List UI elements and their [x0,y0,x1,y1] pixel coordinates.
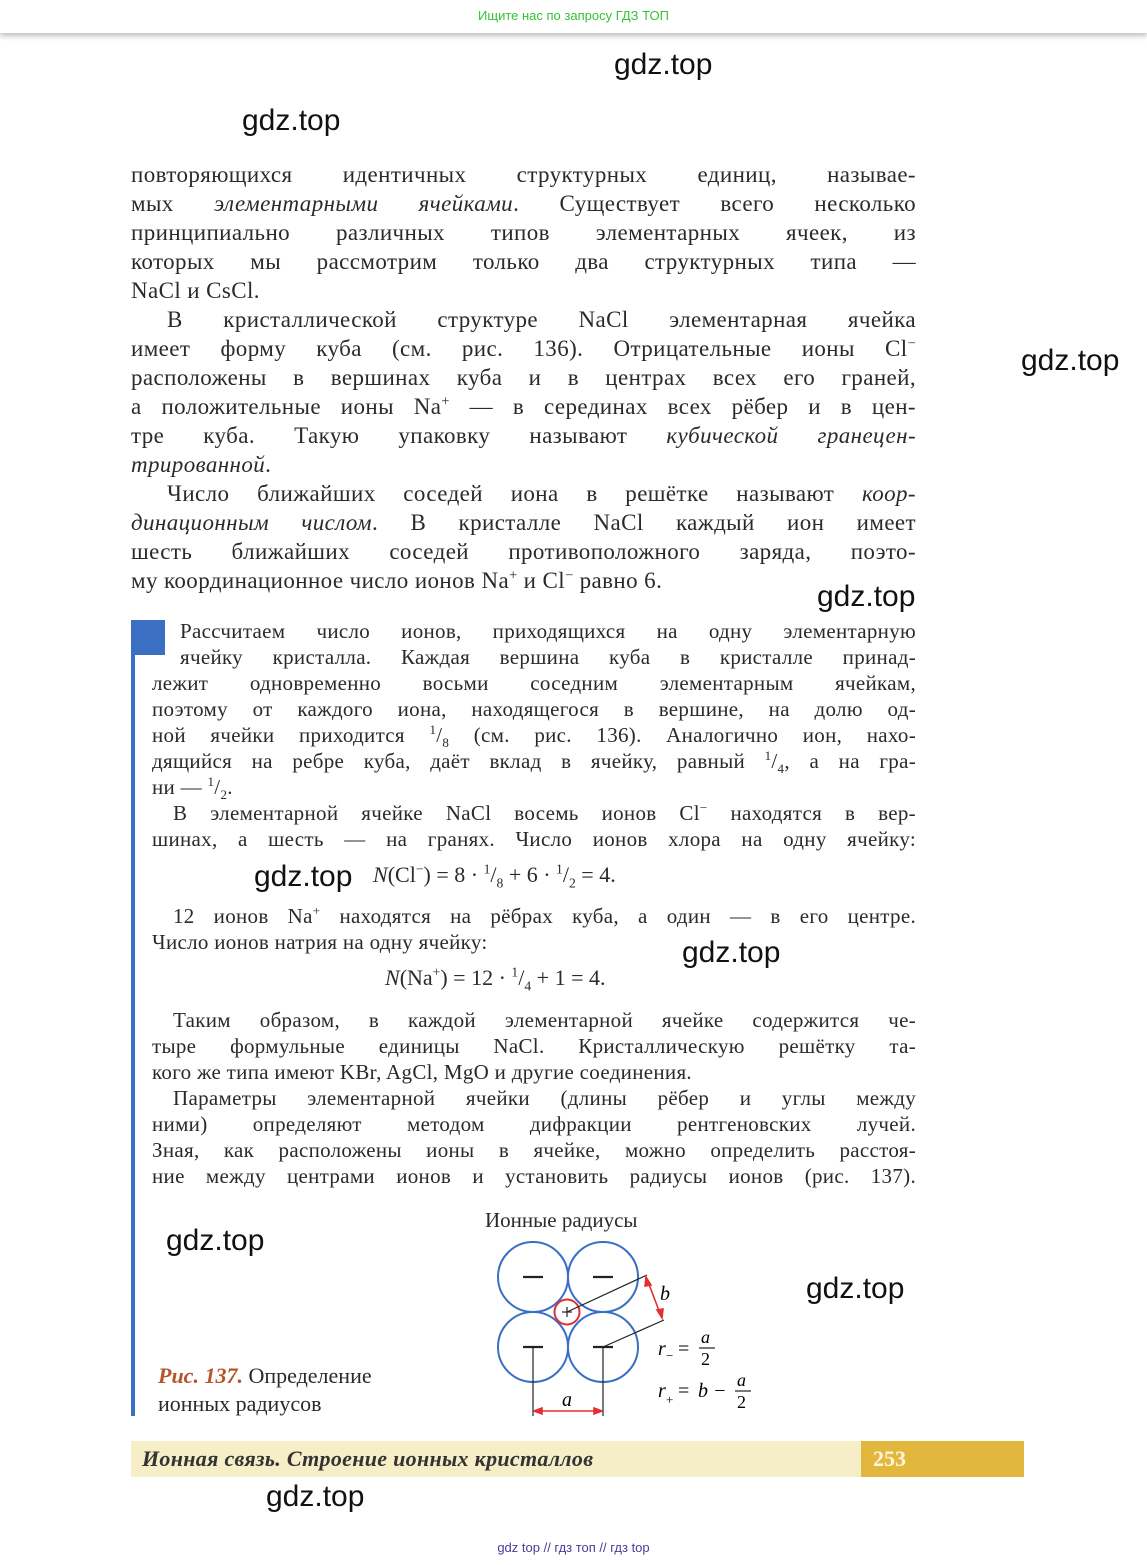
figure-caption [158,1362,372,1418]
text-run: 1 [764,748,772,763]
text-line [152,670,916,696]
text-run: − [415,861,424,877]
den-1: 2 [701,1349,710,1369]
r-minus: r [658,1338,666,1360]
text-line [167,305,916,334]
text-run: . В кристалле NaCl каждый ион имеет [372,510,916,535]
text-run: В кристаллической структуре NaCl элементарная ячейка [167,307,916,332]
text-run: / [490,862,497,887]
text-run: расположены в вершинах куба и в центрах всех его граней, [131,365,916,390]
text-run: + 6 · [503,862,557,887]
text-run: 1 [556,861,563,877]
text-run: шинах, а шесть — на гранях. Число ионов хлора на одну ячейку: [152,827,916,851]
text-run: Зная, как расположены ионы в ячейке, можно определить расстоя- [152,1138,916,1162]
eq-1: = [678,1338,690,1360]
text-run: кубической гранецен- [666,423,917,448]
text-line [173,1085,916,1111]
text-line [131,566,916,595]
text-line [173,903,916,929]
text-run: Число ближайших соседей иона в решётке называют [167,481,862,506]
text-line [131,537,916,566]
text-run: ) = 8 · [423,862,484,887]
b-line-bottom [603,1320,664,1347]
text-run: 1 [207,774,215,789]
text-run: 4 [777,761,785,777]
text-run: тре куба. Такую упаковку называют [131,423,667,448]
text-line [131,363,916,392]
bottom-links[interactable]: gdz top // гдз топ // гдз top [497,1540,650,1555]
watermark: gdz.top [806,1272,905,1305]
text-run: ной ячейки приходится [152,723,430,747]
text-line [131,334,916,363]
text-run: 2 [568,875,576,891]
num-1: a [701,1327,710,1347]
banner-text: Ищите нас по запросу ГДЗ ТОП [478,8,669,23]
text-run: принципиально различных типов элементарных ячеек, из [131,220,916,245]
text-run: 8 [442,735,450,751]
r-plus: r [658,1380,666,1402]
watermark: gdz.top [682,936,781,969]
text-run: 12 ионов Na [173,904,313,928]
text-line [131,508,916,537]
text-run: дящийся на ребре куба, даёт вклад в ячейку, равный [152,749,765,773]
text-run: тыре формульные единицы NaCl. Кристаллическую решётку та- [152,1034,916,1058]
text-run: + 1 = 4. [531,965,606,990]
text-line [152,748,917,777]
text-run: ячейку кристалла. Каждая вершина куба в кристалле принад- [180,645,916,669]
text-run: / [214,775,221,799]
text-run: (Cl [387,862,416,887]
text-run: 8 [496,875,504,891]
text-line [131,218,916,247]
text-run: — в серединах всех рёбер и в цен- [449,394,916,419]
text-run: динационным числом [131,510,373,535]
watermark: gdz.top [254,860,353,893]
figure-title: Ионные радиусы [485,1208,638,1232]
watermark: gdz.top [266,1480,365,1513]
b-line-top [567,1275,647,1312]
text-run: − [699,800,708,815]
text-line [152,1111,916,1137]
text-run: NaCl и CsCl. [131,278,260,303]
text-run: кого же типа имеют KBr, AgCl, MgO и другие соединения. [152,1060,692,1084]
caption-line2: ионных радиусов [158,1391,322,1416]
text-run: Рассчитаем число ионов, приходящихся на одну элементарную [180,619,916,643]
text-line [180,618,916,644]
text-run: − [565,567,574,584]
eq-2: = [678,1380,690,1402]
page-number: 253 [873,1446,906,1471]
r-minus-sub: − [666,1348,674,1363]
text-run: + [441,393,450,410]
watermark: gdz.top [166,1224,265,1257]
text-run: N [385,965,400,990]
text-line [131,450,916,479]
label-a: a [562,1389,572,1411]
text-run: ними) определяют методом дифракции рентгеновских лучей. [152,1112,916,1136]
running-footer [131,1441,1024,1477]
text-run: повторяющихся идентичных структурных единиц, называе- [131,162,916,187]
text-run: . [227,775,233,799]
den-2: 2 [737,1392,746,1412]
formula-sodium [385,964,606,994]
text-line [131,421,916,450]
text-run: 4 [524,978,532,994]
watermark: gdz.top [1021,344,1120,377]
box-text-2 [152,903,916,955]
page-number-box [861,1441,1024,1477]
chapter-title: Ионная связь. Строение ионных кристаллов [142,1446,594,1471]
text-run: 1 [511,964,519,980]
text-line [152,1059,916,1085]
text-run: ) = 12 · [440,965,512,990]
text-run: 2 [220,787,228,803]
text-run: трированной [131,452,266,477]
top-banner [0,0,1147,33]
caption-label: Рис. 137. [158,1363,243,1388]
text-run: N [373,862,388,887]
text-run: + [509,567,518,584]
ionic-radii-figure [480,1230,780,1430]
num-2: a [737,1370,746,1390]
watermark: gdz.top [242,104,341,137]
box-text-3 [152,1007,916,1197]
text-line [152,774,916,803]
text-run: ние между центрами ионов и установить радиусы ионов (рис. 137). [152,1164,916,1188]
text-run: находятся на рёбрах куба, а один — в его центре. [320,904,916,928]
text-run: (см. рис. 136). Аналогично ион, нахо- [449,723,916,747]
label-b: b [660,1283,670,1305]
text-line [131,276,916,305]
text-run: + [312,903,321,918]
text-run: элементарными ячейками [214,191,514,216]
r-plus-sub: + [666,1392,674,1407]
text-run: − [907,335,916,352]
text-run: а положительные ионы Na [131,394,442,419]
text-run: / [771,749,778,773]
text-line [152,1033,916,1059]
text-run: В элементарной ячейке NaCl восемь ионов Cl [173,801,700,825]
text-line [152,929,916,955]
text-run: / [518,965,525,990]
text-run: + [432,964,441,980]
box-side-bar [131,620,135,1416]
text-line [152,696,916,722]
watermark: gdz.top [614,48,713,81]
caption-line1: Определение [248,1363,372,1388]
text-line [180,644,916,670]
text-line [173,1007,916,1033]
text-run: имеет форму куба (см. рис. 136). Отрицательные ионы Cl [131,336,908,361]
text-run: , а на гра- [784,749,917,773]
text-run: мых [131,191,214,216]
text-run: поэтому от каждого иона, находящегося в вершине, на долю од- [152,697,916,721]
text-line [152,826,916,852]
text-line [131,189,916,218]
text-line [152,1137,916,1163]
text-line [131,160,916,189]
text-run: равно 6. [573,568,663,593]
text-run: . [265,452,272,477]
text-run: = 4. [575,862,616,887]
text-line [152,722,916,751]
watermark: gdz.top [817,580,916,613]
text-run: лежит одновременно восьми соседним элементарным ячейкам, [152,671,916,695]
text-run: Число ионов натрия на одну ячейку: [152,930,488,954]
text-run: му координационное число ионов Na [131,568,510,593]
formula-chlorine [373,861,616,891]
text-run: . Существует всего несколько [513,191,917,216]
text-run: 1 [483,861,491,877]
text-run: (Na [399,965,433,990]
text-line [152,1163,916,1189]
text-run: 1 [429,722,437,737]
text-line [173,800,916,826]
text-run: которых мы рассмотрим только два структурных типа — [131,249,916,274]
text-line [131,392,916,421]
text-run: ни — [152,775,208,799]
text-run: Параметры элементарной ячейки (длины рёбер и углы между [173,1086,916,1110]
text-run: находятся в вер- [707,801,916,825]
text-run: Таким образом, в каждой элементарной ячейке содержится че- [173,1008,916,1032]
b-minus: b − [698,1380,727,1402]
text-run: коор- [861,481,916,506]
text-run: / [436,723,443,747]
text-run: и Cl [517,568,566,593]
box-text-1 [152,618,916,858]
text-run: шесть ближайших соседей противоположного заряда, поэто- [131,539,916,564]
text-line [131,247,916,276]
text-run: / [562,862,569,887]
text-line [167,479,916,508]
